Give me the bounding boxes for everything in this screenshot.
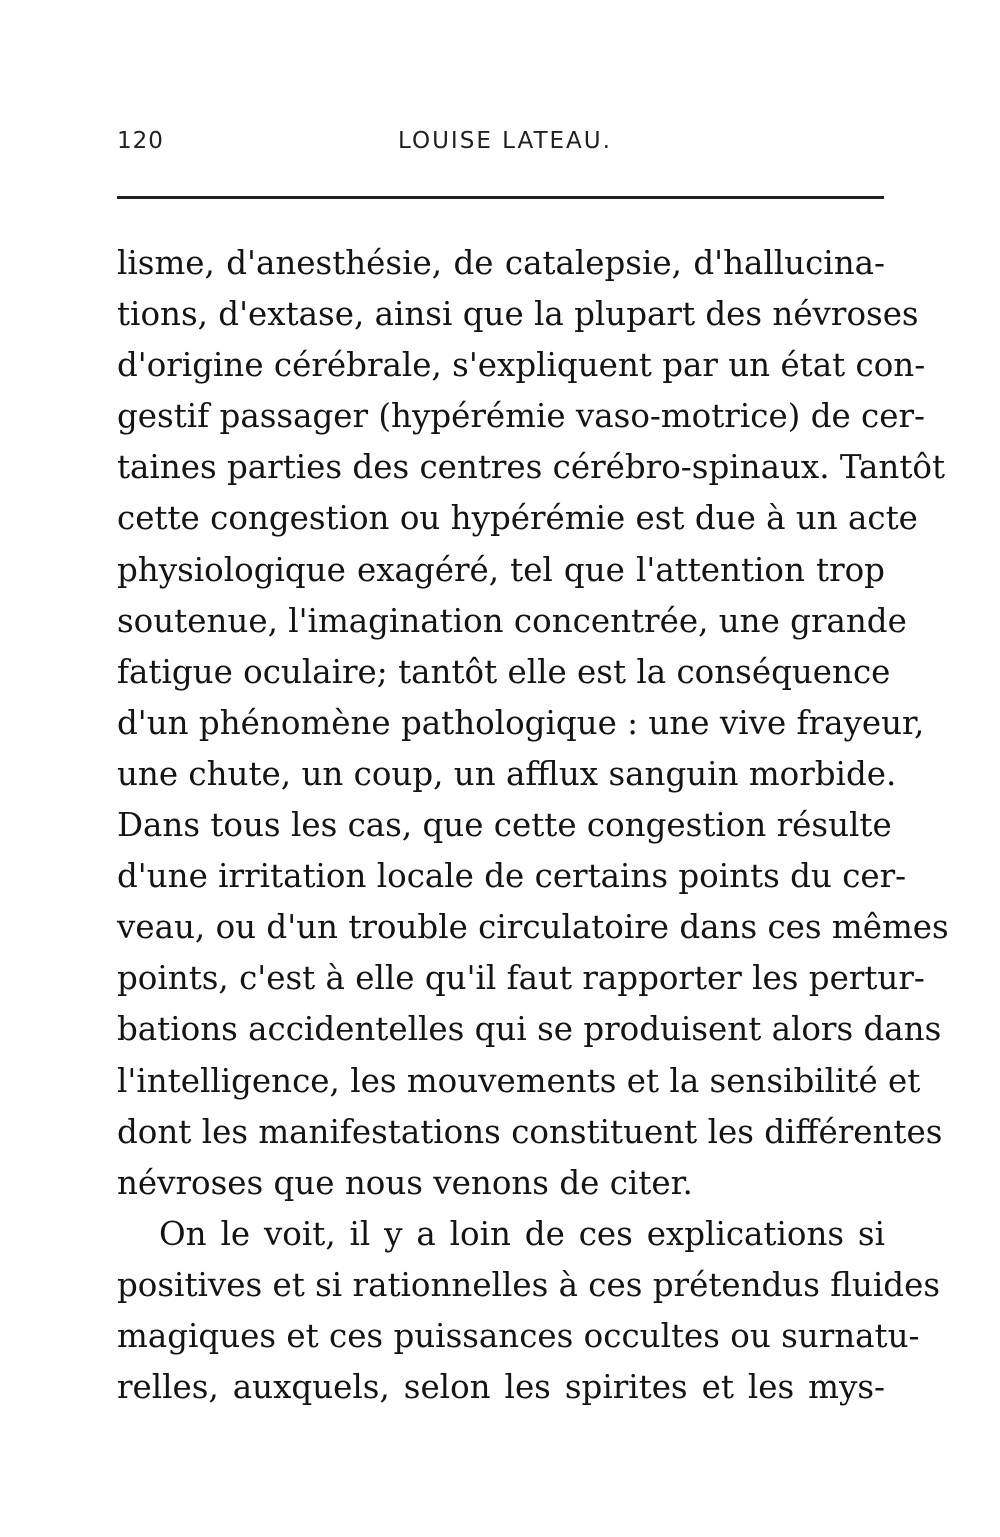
text-line: névroses que nous venons de citer. [117, 1163, 693, 1202]
text-line: points, c'est à elle qu'il faut rapporter les pertur- [117, 959, 925, 998]
text-line: relles, auxquels, selon les spirites et les mys- [117, 1368, 885, 1407]
text-line: lisme, d'anesthésie, de catalepsie, d'hallucina- [117, 244, 885, 282]
header-rule [117, 196, 884, 199]
text-line: une chute, un coup, un afflux sanguin morbide. [117, 754, 897, 793]
page-header [117, 128, 885, 168]
text-line: d'une irritation locale de certains points du cer- [117, 857, 907, 896]
text-line: cette congestion ou hypérémie est due à un acte [117, 499, 918, 538]
body-text [117, 238, 949, 1413]
text-line: dont les manifestations constituent les différentes [117, 1112, 943, 1151]
text-line: tions, d'extase, ainsi que la plupart des névroses [117, 295, 919, 334]
text-line: l'intelligence, les mouvements et la sensibilité et [117, 1061, 921, 1100]
text-line: On le voit, il y a loin de ces explications si [159, 1214, 885, 1253]
page-number: 120 [117, 128, 164, 154]
text-line: taines parties des centres cérébro-spinaux. Tantôt [117, 448, 946, 487]
text-line: soutenue, l'imagination concentrée, une grande [117, 601, 907, 640]
text-line: d'un phénomène pathologique : une vive frayeur, [117, 703, 925, 742]
text-line: bations accidentelles qui se produisent alors dans [117, 1010, 942, 1049]
text-line: magiques et ces puissances occultes ou surnatu- [117, 1316, 920, 1355]
running-title: LOUISE LATEAU. [398, 128, 612, 154]
text-line: physiologique exagéré, tel que l'attention trop [117, 550, 885, 589]
text-line: veau, ou d'un trouble circulatoire dans ces mêmes [117, 908, 949, 947]
text-line: Dans tous les cas, que cette congestion résulte [117, 806, 892, 845]
text-line: positives et si rationnelles à ces prétendus fluides [117, 1265, 941, 1304]
text-line: d'origine cérébrale, s'expliquent par un état con- [117, 346, 926, 385]
text-line: gestif passager (hypérémie vaso-motrice) de cer- [117, 397, 926, 436]
text-line: fatigue oculaire; tantôt elle est la conséquence [117, 652, 891, 691]
